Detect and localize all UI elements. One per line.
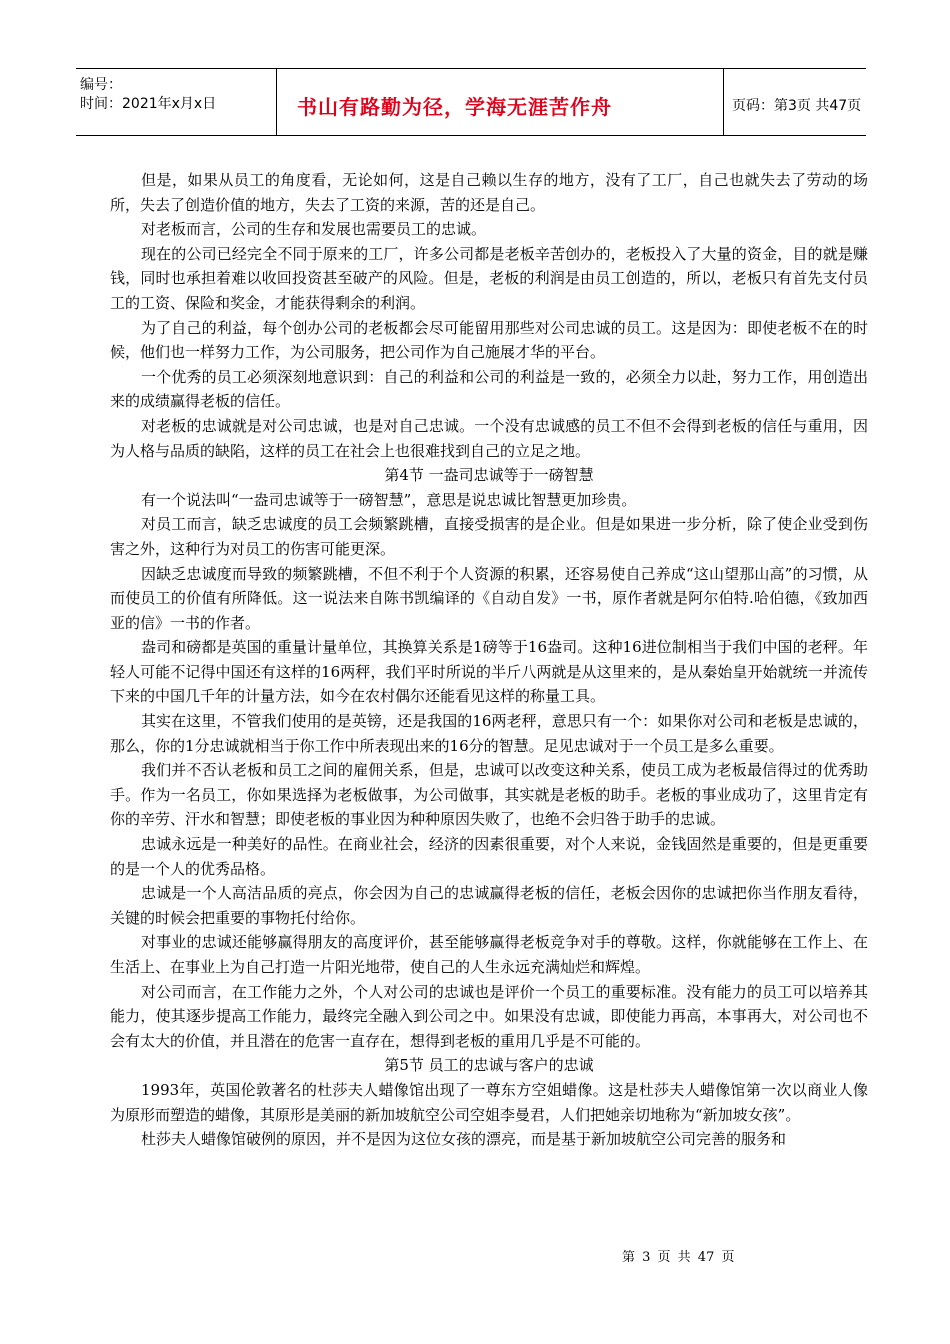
body-paragraph: 杜莎夫人蜡像馆破例的原因，并不是因为这位女孩的漂亮，而是基于新加坡航空公司完善的服务和	[141, 1130, 787, 1149]
body-paragraph: 我们并不否认老板和员工之间的雇佣关系，但是，忠诚可以改变这种关系，使员工成为老板最信得过的优秀助手。作为一名员工，你如果选择为老板做事，为公司做事，其实就是老板的助手。老板的事业成功了，这里肯定有你的辛劳、汗水和智慧；即使老板的事业因为种种原因失败了，也绝不会归咎于助手的忠诚。	[110, 761, 868, 829]
number-label: 编号：	[80, 77, 122, 93]
page-info: 页码：第3页 共47页	[732, 98, 862, 114]
section-heading: 第4节 一盎司忠诚等于一磅智慧	[384, 466, 594, 485]
body-paragraph: 为了自己的利益，每个创办公司的老板都会尽可能留用那些对公司忠诚的员工。这是因为：即使老板不在的时候，他们也一样努力工作，为公司服务，把公司作为自己施展才华的平台。	[110, 318, 868, 362]
header-meta	[76, 69, 277, 135]
body-paragraph: 忠诚永远是一种美好的品性。在商业社会，经济的因素很重要，对个人来说，金钱固然是重要的，但是更重要的是一个人的优秀品格。	[110, 835, 868, 878]
body-paragraph: 对老板的忠诚就是对公司忠诚，也是对自己忠诚。一个没有忠诚感的员工不但不会得到老板的信任与重用，因为人格与品质的缺陷，这样的员工在社会上也很难找到自己的立足之地。	[110, 416, 868, 460]
date-line: 时间：2021年x月x日	[80, 96, 217, 112]
document-body	[110, 168, 868, 1152]
body-paragraph: 现在的公司已经完全不同于原来的工厂，许多公司都是老板辛苦创办的，老板投入了大量的资金，目的就是赚钱，同时也承担着难以收回投资甚至破产的风险。但是，老板的利润是由员工创造的，所以，老板只有首先支付员工的工资、保险和奖金，才能获得剩余的利润。	[110, 244, 868, 312]
body-paragraph: 一个优秀的员工必须深刻地意识到：自己的利益和公司的利益是一致的，必须全力以赴，努力工作，用创造出来的成绩赢得老板的信任。	[110, 367, 868, 411]
body-paragraph: 因缺乏忠诚度而导致的频繁跳槽，不但不利于个人资源的积累，还容易使自己养成“这山望那山高”的习惯，从而使员工的价值有所降低。这一说法来自陈书凯编译的《自动自发》一书，原作者就是阿尔伯特.哈伯德，《致加西亚的信》一书的作者。	[110, 564, 868, 632]
body-paragraph: 有一个说法叫“一盎司忠诚等于一磅智慧”，意思是说忠诚比智慧更加珍贵。	[141, 490, 637, 509]
section-heading: 第5节 员工的忠诚与客户的忠诚	[384, 1056, 594, 1075]
body-paragraph: 1993年，英国伦敦著名的杜莎夫人蜡像馆出现了一尊东方空姐蜡像。这是杜莎夫人蜡像馆第一次以商业人像为原形而塑造的蜡像，其原形是美丽的新加坡航空公司空姐李曼君，人们把她亲切地称为“新加坡女孩”。	[110, 1080, 868, 1124]
header-motto-cell	[277, 69, 724, 135]
body-paragraph: 对员工而言，缺乏忠诚度的员工会频繁跳槽，直接受损害的是企业。但是如果进一步分析，除了使企业受到伤害之外，这种行为对员工的伤害可能更深。	[110, 515, 868, 558]
body-paragraph: 但是，如果从员工的角度看，无论如何，这是自己赖以生存的地方，没有了工厂，自己也就失去了劳动的场所，失去了创造价值的地方，失去了工资的来源，苦的还是自己。	[110, 171, 868, 214]
body-paragraph: 盎司和磅都是英国的重量计量单位，其换算关系是1磅等于16盎司。这种16进位制相当于我们中国的老秤。年轻人可能不记得中国还有这样的16两秤，我们平时所说的半斤八两就是从这里来的，是从秦始皇开始就统一并流传下来的中国几千年的计量方法，如今在农村偶尔还能看见这样的称量工具。	[110, 638, 868, 706]
body-paragraph: 对老板而言，公司的生存和发展也需要员工的忠诚。	[141, 220, 487, 239]
body-paragraph: 对公司而言，在工作能力之外，个人对公司的忠诚也是评价一个员工的重要标准。没有能力的员工可以培养其能力，使其逐步提高工作能力，最终完全融入到公司之中。如果没有忠诚，即使能力再高，本事再大，对公司也不会有太大的价值，并且潜在的危害一直存在，想得到老板的重用几乎是不可能的。	[110, 982, 868, 1050]
header-page-cell	[724, 69, 866, 135]
body-paragraph: 其实在这里，不管我们使用的是英镑，还是我国的16两老秤，意思只有一个：如果你对公司和老板是忠诚的，那么，你的1分忠诚就相当于你工作中所表现出来的16分的智慧。足见忠诚对于一个员工是多么重要。	[110, 712, 868, 755]
page-footer: 第 3 页 共 47 页	[622, 1250, 735, 1265]
page-header	[76, 68, 866, 136]
body-paragraph: 对事业的忠诚还能够赢得朋友的高度评价，甚至能够赢得老板竞争对手的尊敬。这样，你就能够在工作上、在生活上、在事业上为自己打造一片阳光地带，使自己的人生永远充满灿烂和辉煌。	[110, 933, 868, 976]
body-paragraph: 忠诚是一个人高洁品质的亮点，你会因为自己的忠诚赢得老板的信任，老板会因你的忠诚把你当作朋友看待，关键的时候会把重要的事物托付给你。	[110, 884, 868, 927]
header-motto: 书山有路勤为径，学海无涯苦作舟	[297, 95, 612, 119]
